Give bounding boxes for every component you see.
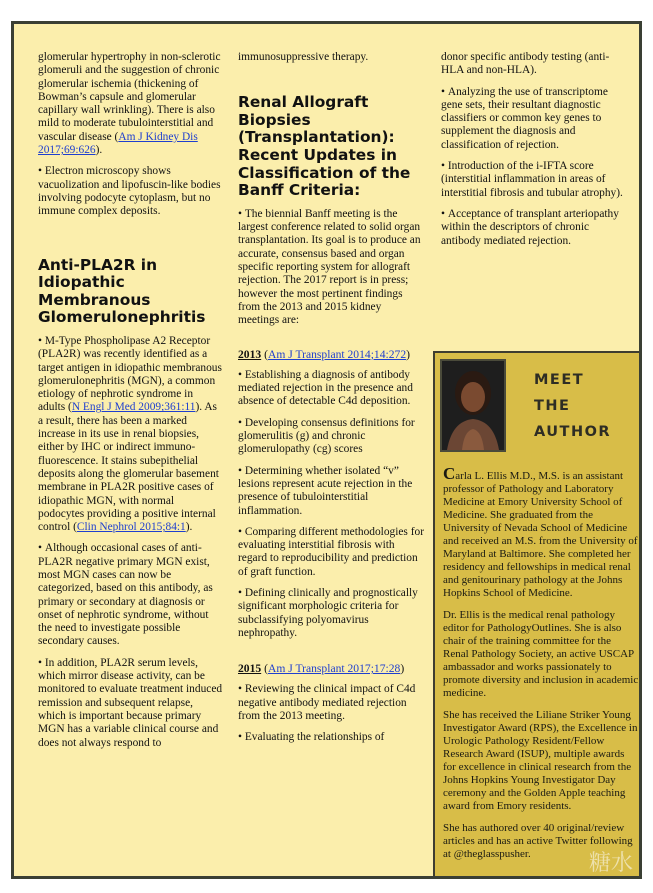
bullet-pla2r-serum: • In addition, PLA2R serum levels, which mirror disease activity, can be monitored to evaluate treatment induced remission and subsequent relapse, which is important because primary MGN has a variable clinical course and does not always respond to	[38, 657, 223, 750]
meet-the-author-title: MEET THE AUTHOR	[534, 372, 612, 440]
list-item: • Defining clinically and prognostically significant morphologic criteria for subclassifying polyomavirus nephropathy.	[238, 587, 424, 640]
citation-link[interactable]: Am J Transplant 2017;17:28	[267, 662, 401, 676]
list-item: • Reviewing the clinical impact of C4d negative antibody mediated rejection from the 2013 meeting.	[238, 683, 424, 723]
drop-cap: C	[443, 464, 456, 483]
author-photo	[440, 359, 506, 452]
column-2	[238, 51, 424, 753]
year-heading-2015: 2015 (Am J Transplant 2017;17:28)	[238, 662, 405, 676]
watermark: 糖水	[588, 851, 633, 876]
bio-paragraph: Carla L. Ellis M.D., M.S. is an assistant professor of Pathology and Laboratory Medicine at Emory University School of Medicine. She graduated from the University of Nevada School of Medicine and received an M.S. from the University of Maryland at Baltimore. She completed her residency and fellowships in medical renal and genitourinary pathology at the Johns Hopkins School of Medicine.	[443, 464, 638, 599]
meet-the-author-box	[433, 351, 642, 879]
section-heading-banff: Renal Allograft Biopsies (Transplantation): Recent Updates in Classification of the Banff Criteria:	[238, 93, 411, 200]
year-heading-2013: 2013 (Am J Transplant 2014;14:272)	[238, 347, 411, 361]
intro-paragraph: glomerular hypertrophy in non-sclerotic glomeruli and the suggestion of chronic glomerular ischemia (thickening of Bowman’s capsule and glomerular capillary wall wrinkling). There is also mild to moderate tubulointerstitial and vascular disease (Am J Kidney Dis 2017;69:626).	[38, 51, 221, 157]
bullet-electron-microscopy: • Electron microscopy shows vacuolization and lipofuscin-like bodies involving podocyte cytoplasm, but no immune complex deposits.	[38, 165, 223, 218]
list-item: • Introduction of the i-IFTA score (interstitial inflammation in areas of interstitial fibrosis and tubular atrophy).	[441, 160, 625, 200]
column-1	[38, 51, 223, 758]
citation-link[interactable]: Clin Nephrol 2015;84:1	[76, 521, 186, 534]
list-item: • Determining whether isolated “v” lesions represent acute rejection in the presence of tubulointerstitial inflammation.	[238, 465, 424, 518]
author-bio	[443, 464, 639, 870]
bullet-pla2r-intro: • M-Type Phospholipase A2 Receptor (PLA2R) was recently identified as a target antigen in idiopathic membranous glomerulonephritis (MGN), a common etiology of nephrotic syndrome in adults (N Engl J Med 2009;361:11). As a result, there has been a marked increase in its use in renal biopsies, either by IHC or indirect immuno-fluorescence. It stains subepithelial deposits along the glomerular basement membrane in PLA2R positive cases of idiopathic MGN, with normal podocytes providing a positive internal control (Clin Nephrol 2015;84:1).	[38, 335, 223, 534]
citation-link[interactable]: N Engl J Med 2009;361:11	[71, 401, 196, 414]
column-3	[441, 51, 625, 256]
newsletter-page	[11, 21, 642, 879]
list-item: • Establishing a diagnosis of antibody mediated rejection in the presence and absence of detectable C4d deposition.	[238, 369, 424, 409]
bio-paragraph: She has received the Liliane Striker Young Investigator Award (RPS), the Excellence in Urologic Pathology Resident/Fellow Research Award (ISUP), multiple awards for excellence in clinical research from the Johns Hopkins Young Investigator Day ceremony and the Golden Apple teaching award from Emory residents.	[443, 709, 638, 812]
citation-link[interactable]: Am J Kidney Dis 2017;69:626	[38, 130, 198, 157]
section-heading-pla2r: Anti-PLA2R in Idiopathic Membranous Glomerulonephritis	[38, 255, 206, 327]
bio-paragraph: She has authored over 40 original/review articles and has an active Twitter following at @theglasspusher.	[443, 822, 633, 860]
bio-paragraph: Dr. Ellis is the medical renal pathology editor for PathologyOutlines. She is also chair of the training committee for the Renal Pathology Society, an active USCAP ambassador and works passionately to promote diversity and inclusion in academic medicine.	[443, 609, 639, 699]
bullet-pla2r-negative: • Although occasional cases of anti-PLA2R negative primary MGN exist, most MGN cases can now be categorized, based on this antibody, as primary or secondary at diagnosis or onset of nephrotic syndrome, without the need to investigate possible secondary causes.	[38, 542, 223, 648]
list-item: • Analyzing the use of transcriptome gene sets, their resultant diagnostic classifiers or common key genes to supplement the diagnosis and classification of rejection.	[441, 86, 625, 152]
list-item: • Comparing different methodologies for evaluating interstitial fibrosis with regard to reproducibility and prediction of graft function.	[238, 526, 424, 579]
continued-text: immunosuppressive therapy.	[238, 51, 369, 63]
list-item: • Acceptance of transplant arteriopathy within the descriptors of chronic antibody mediated rejection.	[441, 208, 625, 248]
citation-link[interactable]: Am J Transplant 2014;14:272	[267, 347, 407, 361]
list-item: • Developing consensus definitions for glomerulitis (g) and chronic glomerulopathy (cg) scores	[238, 417, 424, 457]
list-item: • Evaluating the relationships of	[238, 731, 424, 744]
continued-text: donor specific antibody testing (anti-HLA and non-HLA).	[441, 51, 610, 77]
bullet-banff-intro: • The biennial Banff meeting is the largest conference related to solid organ transplantation. Its goal is to produce an accurate, consensus based and organ specific reporting system for allograft rejection. The 2017 report is in press; however the most pertinent findings from the 2013 and 2015 kidney meetings are:	[238, 208, 424, 328]
